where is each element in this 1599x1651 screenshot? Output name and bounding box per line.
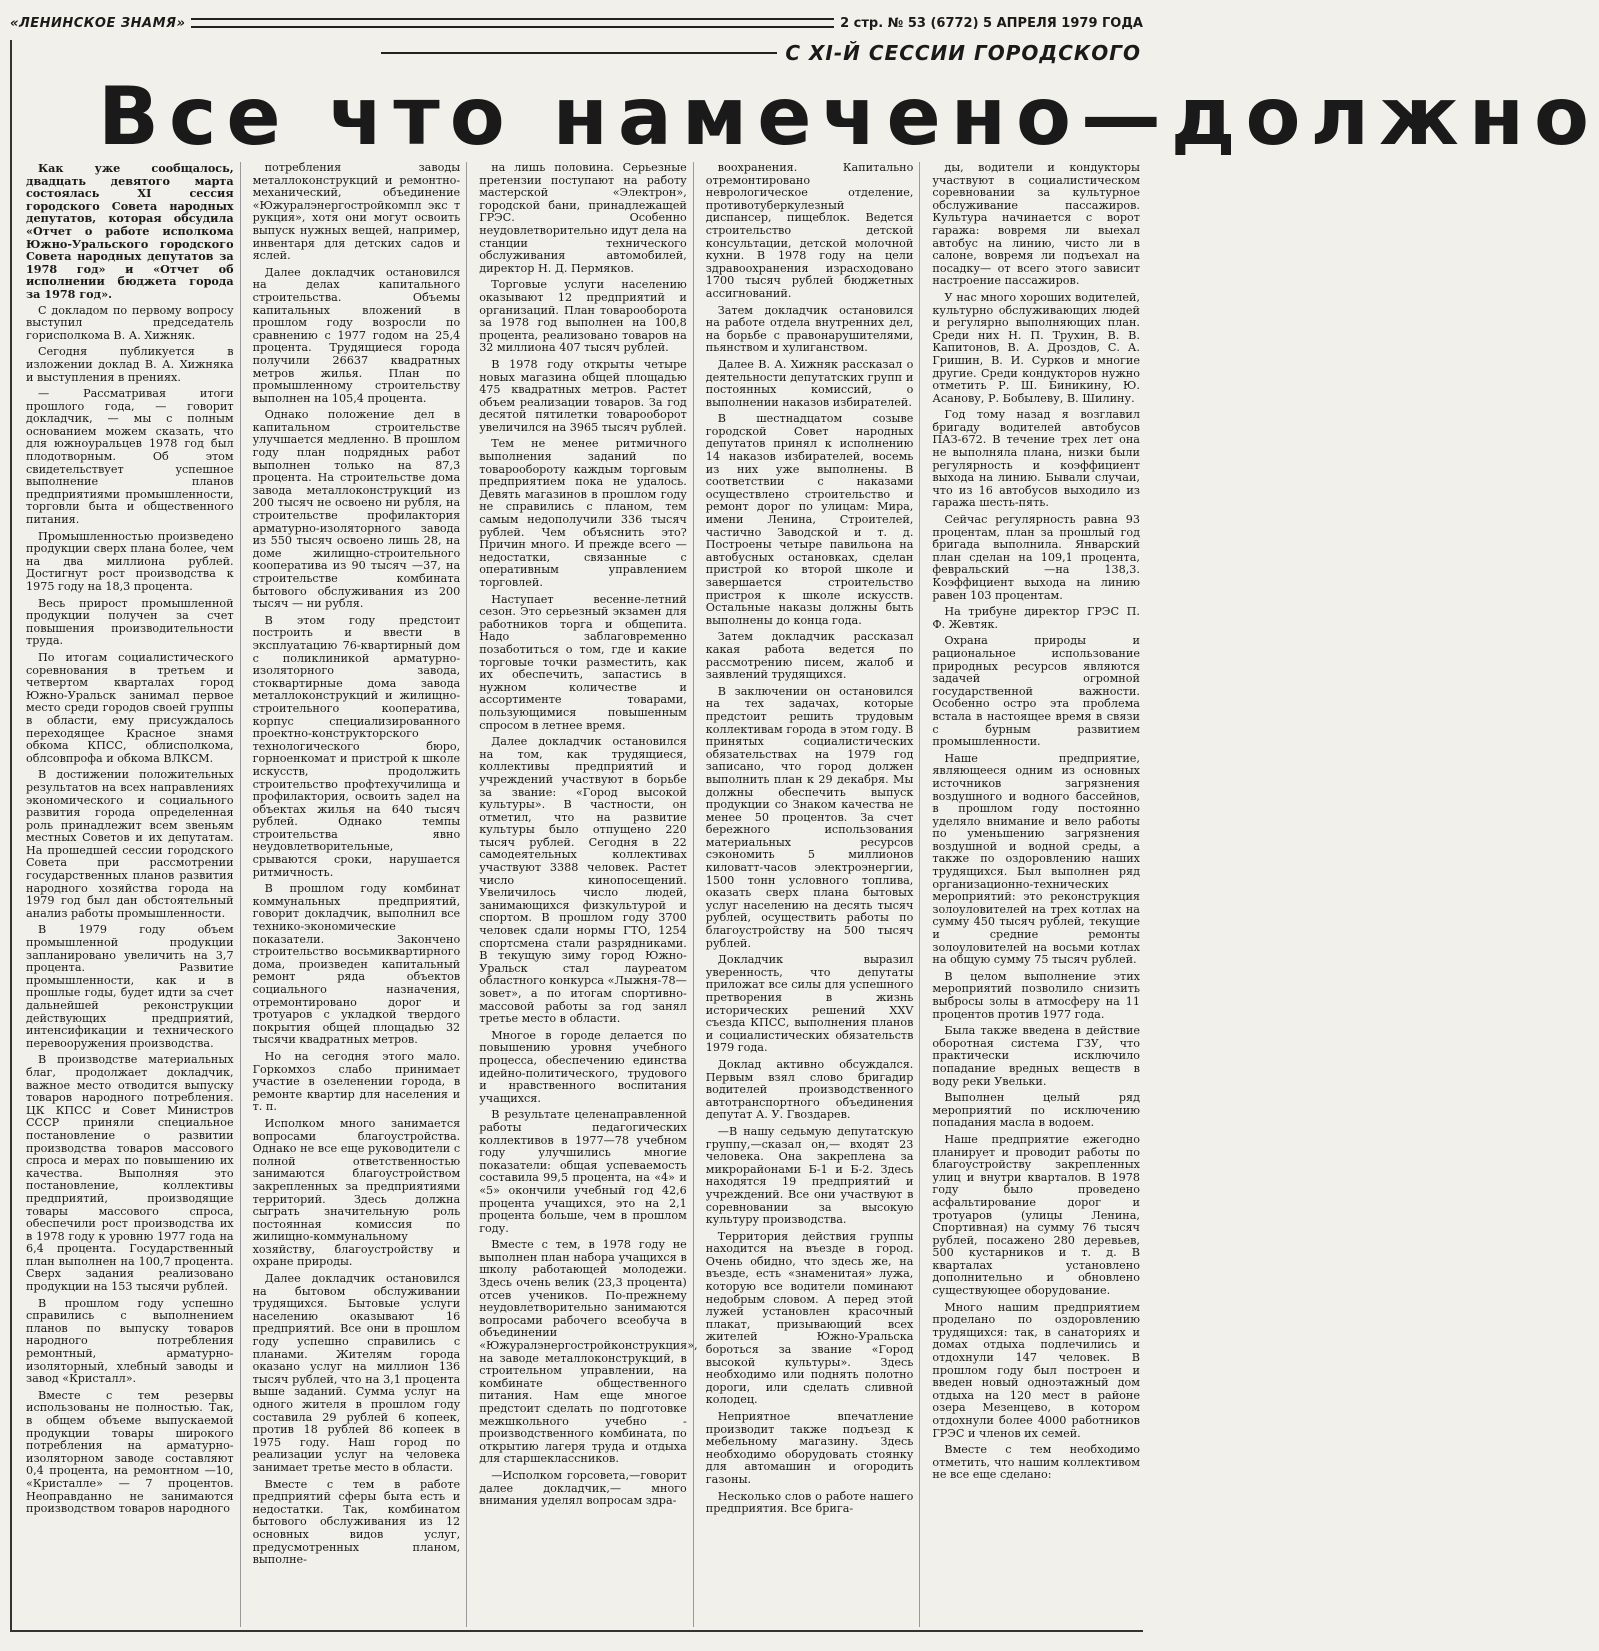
page-left-border	[10, 40, 12, 1630]
article-paragraph: Тем не менее ритмичного выполнения заданий по товарообороту каждым торговым предприятием пока не удалось. Девять магазинов в прошлом году не справились с планом, тем самым недополучили 336 тысяч рублей. Чем объяснить это? Причин много. И прежде всего —недостатки, связанные с оперативным управлением торговлей.	[479, 437, 687, 589]
article-paragraph: Год тому назад я возглавил бригаду водителей автобусов ПАЗ-672. В течение трех лет она не выполняла плана, низки были регулярность и коэффициент выхода на линию. Бывали случаи, что из 16 автобусов выходило из гаража шесть-пять.	[932, 408, 1140, 510]
article-paragraph: —Исполком горсовета,—говорит далее докладчик,— много внимания уделял вопросам здра-	[479, 1468, 687, 1508]
article-paragraph: Вместе с тем, в 1978 году не выполнен план набора учащихся в школу работающей молодежи. Здесь очень велик (23,3 процента) отсев учеников. По-прежнему неудовлетворительно занимаются вопросами рабочего всеобуча в объединении «Южуралэнергостройконструкция», на заводе металлоконструкций, в строительном управлении, на комбинате общественного питания. Нам еще многое предстоит сделать по подготовке межшкольного учебно - производственного комбината, по открытию лагеря труда и отдыха для старшеклассников.	[479, 1238, 698, 1466]
article-paragraph: В шестнадцатом созыве городской Совет народных депутатов принял к исполнению 14 наказов избирателей, восемь из них уже выполнены. В соответствии с наказами осуществлено строительство и ремонт дорог по улицам: Мира, имени Ленина, Строителей, частично Заводской и т. д. Построены четыре павильона на автобусных остановках, сделан пристрой ко второй школе и завершается строительство пристроя к школе искусств. Остальные наказы должны быть выполнены до конца года.	[705, 412, 914, 627]
article-paragraph: ды, водители и кондукторы участвуют в социалистическом соревновании за культурное обслуживание пассажиров. Культура начинается с ворот гаража: вовремя ли выехал автобус на линию, чисто ли в салоне, вовремя ли подъехал на посадку— от всего этого зависит настроение пассажиров.	[932, 161, 1140, 288]
article-paragraph: В заключении он остановился на тех задачах, которые предстоит решить трудовым коллективам города в этом году. В принятых социалистических обязательствах на 1979 год записано, что город должен выполнить план к 29 декабря. Мы должны обеспечить выпуск продукции со Знаком качества не менее 50 процентов. За счет бережного использования материальных ресурсов сэкономить 5 миллионов киловатт-часов электроэнергии, 1500 тонн условного топлива, оказать сверх плана бытовых услуг населению на десять тысяч рублей, осуществить работы по благоустройству на 500 тысяч рублей.	[705, 684, 914, 950]
article-paragraph: Охрана природы и рациональное использование природных ресурсов являются задачей огромной государственной важности. Особенно остро эта проблема встала в настоящее время в связи с бурным развитием промышленности.	[932, 634, 1140, 749]
column-3	[479, 161, 698, 1627]
article-paragraph: Промышленностью произведено продукции сверх плана более, чем на два миллиона рублей. Достигнут рост производства к 1975 году на 18,3 процента.	[26, 529, 234, 593]
article-paragraph: —В нашу седьмую депутатскую группу,—сказал он,— входят 23 человека. Она закреплена за микрорайонами Б-1 и Б-2. Здесь находятся 19 предприятий и учреждений. Все они участвуют в соревновании за высокую культуру производства.	[705, 1124, 914, 1227]
article-paragraph: Была также введена в действие оборотная система ГЗУ, что практически исключило попадание вредных веществ в воду реки Увельки.	[932, 1024, 1140, 1088]
issue-info: 2 стр. № 53 (6772) 5 АПРЕЛЯ 1979 ГОДА	[840, 15, 1143, 31]
article-paragraph: В 1979 году объем промышленной продукции запланировано увеличить на 3,7 процента. Развитие промышленности, как и в прошлые годы, будет идти за счет дальнейшей реконструкции действующих предприятий, интенсификации и технического перевооружения производства.	[26, 923, 234, 1050]
column-5	[932, 162, 1146, 1627]
article-paragraph: Далее В. А. Хижняк рассказал о деятельности депутатских групп и постоянных комиссий, о выполнении наказов избирателей.	[705, 357, 914, 409]
article-paragraph: потребления заводы металлоконструкций и ремонтно-механический, объединение «Южуралэнергостройкомпл экс т рукция», хотя они могут освоить выпуск нужных вещей, например, инвентаря для детских садов и яслей.	[252, 161, 461, 263]
article-paragraph: воохранения. Капитально отремонтировано неврологическое отделение, противотуберкулезный диспансер, пищеблок. Ведется строительство детской консультации, детской молочной кухни. В 1978 году на цели здравоохранения израсходовано 1700 тысяч рублей бюджетных ассигнований.	[705, 161, 914, 300]
article-paragraph: По итогам социалистического соревнования в третьем и четвертом кварталах город Южно-Уральск занимал первое место среди городов своей группы в области, ему присуждалось переходящее Красное знамя обкома КПСС, облисполкома, облсовпрофа и обкома ВЛКСМ.	[26, 650, 234, 765]
column-4	[706, 162, 921, 1627]
article-paragraph: Однако положение дел в капитальном строительстве улучшается медленно. В прошлом году план подрядных работ выполнен только на 87,3 процента. На строительстве дома завода металлоконструкций из 200 тысяч не освоено ни рубля, на строительстве профилактория арматурно-изоляторного завода из 550 тысяч освоено лишь 28, на доме жилищно-строительного кооператива из 90 тысяч —37, на строительстве комбината бытового обслуживания из 200 тысяч — ни рубля.	[252, 408, 461, 611]
article-paragraph: Затем докладчик рассказал какая работа ведется по рассмотрению писем, жалоб и заявлений трудящихся.	[705, 630, 914, 682]
article-paragraph: Далее докладчик остановился на бытовом обслуживании трудящихся. Бытовые услуги населению оказывают 16 предприятий. Все они в прошлом году успешно справились с планами. Жителям города оказано услуг на миллион 136 тысяч рублей, что на 3,1 процента выше заданий. Сумма услуг на одного жителя в прошлом году составила 29 рублей 6 копеек, против 18 рублей 86 копеек в 1975 году. Наш город по реализации услуг на человека занимает третье место в области.	[252, 1272, 461, 1474]
paper-name: «ЛЕНИНСКОЕ ЗНАМЯ»	[10, 15, 186, 31]
article-paragraph: Несколько слов о работе нашего предприятия. Все брига-	[705, 1489, 914, 1516]
section-rule	[381, 52, 777, 54]
article-paragraph: В производстве материальных благ, продолжает докладчик, важное место отводится выпуску товаров народного потребления. ЦК КПСС и Совет Министров СССР приняли специальное постановление о развитии производства товаров массового спроса и мерах по повышению их качества. Выполняя это постановление, коллективы предприятий, производящие товары массового спроса, обеспечили рост производства их в 1978 году к уровню 1977 года на 6,4 процента. Государственный план выполнен на 100,7 процента. Сверх задания реализовано продукции на 153 тысячи рублей.	[26, 1053, 234, 1294]
article-paragraph: Сегодня публикуется в изложении доклад В. А. Хижняка и выступления в прениях.	[26, 345, 234, 384]
article-paragraph: Докладчик выразил уверенность, что депутаты приложат все силы для успешного претворения в жизнь исторических решений XXV съезда КПСС, выполнения планов и социалистических обязательств 1979 года.	[705, 953, 914, 1055]
article-paragraph: Но на сегодня этого мало. Горкомхоз слабо принимает участие в озеленении города, в ремонте квартир для населения и т. п.	[252, 1049, 461, 1114]
article-paragraph: Много нашим предприятием проделано по оздоровлению трудящихся: так, в санаториях и домах отдыха подлечились и отдохнули 147 человек. В прошлом году был построен и введен новый одноэтажный дом отдыха на 120 мест в районе озера Мезенцево, в котором отдохнули более 4000 работников ГРЭС и членов их семей.	[932, 1300, 1140, 1440]
article-paragraph: С докладом по первому вопросу выступил председатель горисполкома В. А. Хижняк.	[26, 303, 234, 342]
article-paragraph: Вместе с тем резервы использованы не полностью. Так, в общем объеме выпускаемой продукции товары широкого потребления на арматурно-изоляторном заводе составляют 0,4 процента, на ремонтном —10, «Кристалле» — 7 процентов. Неоправданно не занимаются производством товаров народного	[26, 1388, 234, 1516]
article-paragraph: В прошлом году успешно справились с выполнением планов по выпуску товаров народного потребления ремонтный, арматурно-изоляторный, хлебный заводы и завод «Кристалл».	[26, 1296, 234, 1386]
section-header	[381, 40, 1141, 66]
article-paragraph: Далее докладчик остановился на том, как трудящиеся, коллективы предприятий и учреждений участвуют в борьбе за звание: «Город высокой культуры». В частности, он отметил, что на развитие культуры было отпущено 220 тысяч рублей. Сегодня в 22 самодеятельных коллективах участвуют 3388 человек. Растет число кинопосещений. Увеличилось число людей, занимающихся физкультурой и спортом. В прошлом году 3700 человек сдали нормы ГТО, 1254 спортсмена стали разрядниками. В текущую зиму город Южно-Уральск стал лауреатом областного конкурса «Лыжня-78—зовет», а по итогам спортивно-массовой работы за год занял третье место в области.	[479, 735, 687, 1026]
article-paragraph: На трибуне директор ГРЭС П. Ф. Жевтяк.	[932, 605, 1140, 631]
article-paragraph: Вместе с тем необходимо отметить, что нашим коллективом не все еще сделано:	[932, 1443, 1140, 1482]
article-paragraph: В целом выполнение этих мероприятий позволило снизить выбросы золы в атмосферу на 11 процентов против 1977 года.	[932, 969, 1140, 1021]
article-paragraph: Торговые услуги населению оказывают 12 предприятий и организаций. План товарооборота за 1978 год выполнен на 100,8 процента, реализовано товаров на 32 миллиона 407 тысяч рублей.	[479, 278, 687, 355]
article-paragraph: Выполнен целый ряд мероприятий по исключению попадания масла в водоем.	[932, 1091, 1140, 1130]
section-title: С XI-Й СЕССИИ ГОРОДСКОГО	[785, 41, 1141, 65]
article-paragraph: В этом году предстоит построить и ввести в эксплуатацию 76-квартирный дом с поликлиникой арматурно-изоляторного завода, стоквартирные дома завода металлоконструкций и жилищно-строительного кооператива, корпус специализированного проектно-конструкторского технологического бюро, горноенкомат и пристрой к школе искусств, продолжить строительство профтехучилища и профилактория, освоить задел на объектах жилья на 640 тысяч рублей. Однако темпы строительства явно неудовлетворительные, срываются сроки, нарушается ритмичность.	[252, 613, 461, 879]
article-paragraph: Наше предприятие ежегодно планирует и проводит работы по благоустройству закрепленных улиц и внутри кварталов. В 1978 году было проведено асфальтирование дорог и тротуаров (улицы Ленина, Спортивная) на сумму 76 тысяч рублей, посажено 280 деревьев, 500 кустарников и т. д. В кварталах установлено дополнительно и обновлено существующее оборудование.	[932, 1132, 1140, 1298]
article-paragraph: Затем докладчик остановился на работе отдела внутренних дел, на борьбе с правонарушителями, пьянством и хулиганством.	[705, 303, 914, 355]
article-paragraph: Доклад активно обсуждался. Первым взял слово бригадир водителей производственного автотранспортного объединения депутат А. У. Гвоздарев.	[705, 1057, 914, 1122]
article-paragraph: на лишь половина. Серьезные претензии поступают на работу мастерской «Электрон», городской бани, принадлежащей ГРЭС. Особенно неудовлетворительно идут дела на станции технического обслуживания автомобилей, директор Н. Д. Пермяков.	[479, 161, 687, 275]
page-bottom-rule	[10, 1630, 1143, 1632]
masthead-rule	[191, 18, 834, 28]
article-paragraph: В результате целенаправленной работы педагогических коллективов в 1977—78 учебном году улучшились многие показатели: общая успеваемость составила 99,5 процента, на «4» и «5» окончили учебный год 42,6 процента учащихся, это на 2,1 процента больше, чем в прошлом году.	[479, 1108, 687, 1235]
article-paragraph: Вместе с тем в работе предприятий сферы быта есть и недостатки. Так, комбинатом бытового обслуживания из 12 основных видов услуг, предусмотренных планом, выполне-	[252, 1477, 461, 1567]
article-paragraph: Неприятное впечатление производит также подъезд к мебельному магазину. Здесь необходимо оборудовать стоянку для автомашин и огородить газоны.	[705, 1410, 914, 1486]
column-2	[253, 162, 468, 1627]
article-columns	[26, 162, 1146, 1627]
article-paragraph: — Рассматривая итоги прошлого года, — говорит докладчик, — мы с полным основанием можем сказать, что для южноуральцев 1978 год был плодотворным. Об этом свидетельствует успешное выполнение планов предприятиями промышленности, торговли быта и общественного питания.	[26, 387, 234, 527]
article-paragraph: Наше предприятие, являющееся одним из основных источников загрязнения воздушного и водного бассейнов, в прошлом году постоянно уделяло внимание и вело работы по уменьшению загрязнения воздушной и водной среды, а также по оздоровлению наших трудящихся. Был выполнен ряд организационно-технических мероприятий: это реконструкция золоуловителей на трех котлах на сумму 450 тысяч рублей, текущие и средние ремонты золоуловителей на восьми котлах на общую сумму 75 тысяч рублей.	[932, 751, 1140, 967]
article-paragraph: Наступает весенне-летний сезон. Это серьезный экзамен для работников торга и общепита. Надо заблаговременно позаботиться о том, где и какие торговые точки разместить, как их обеспечить, запастись в нужном количестве и ассортименте товарами, пользующимися повышенным спросом в летнее время.	[479, 592, 687, 732]
article-paragraph: Далее докладчик остановился на делах капитального строительства. Объемы капитальных вложений в прошлом году возросли по сравнению с 1977 годом на 25,4 процента. Трудящиеся города получили 26637 квадратных метров жилья. План по промышленному строительству выполнен на 105,4 процента.	[252, 265, 461, 405]
article-paragraph: Исполком много занимается вопросами благоустройства. Однако не все еще руководители с полной ответственностью занимаются благоустройством закрепленных за предприятиями территорий. Здесь должна сыграть значительную роль постоянная комиссия по жилищно-коммунальному хозяйству, благоустройству и охране природы.	[252, 1116, 461, 1269]
article-paragraph: Многое в городе делается по повышению уровня учебного процесса, обеспечению единства идейно-политического, трудового и нравственного воспитания учащихся.	[479, 1028, 687, 1105]
article-paragraph: В 1978 году открыты четыре новых магазина общей площадью 475 квадратных метров. Растет объем реализации товаров. За год десятой пятилетки товарооборот увеличился на 3965 тысяч рублей.	[479, 357, 687, 434]
column-1	[26, 162, 241, 1627]
article-paragraph: Территория действия группы находится на въезде в город. Очень обидно, что здесь же, на въезде, есть «знаменитая» лужа, которую все водители поминают недобрым словом. А перед этой лужей установлен красочный плакат, призывающий всех жителей Южно-Уральска бороться за звание «Город высокой культуры». Здесь необходимо или поднять полотно дороги, или сделать сливной колодец.	[705, 1229, 914, 1407]
headline: Все что намечено—должно	[98, 70, 1599, 163]
article-paragraph: Сейчас регулярность равна 93 процентам, план за прошлый год бригада выполнила. Январский план сделан на 109,1 процента, февральский —на 138,3. Коэффициент выхода на линию равен 103 процентам.	[932, 513, 1140, 602]
masthead	[10, 10, 1143, 36]
article-paragraph: Как уже сообщалось, двадцать девятого марта состоялась XI сессия городского Совета народных депутатов, которая обсудила «Отчет о работе исполкома Южно-Уральского городского Совета народных депутатов за 1978 год» и «Отчет об исполнении бюджета города за 1978 год».	[26, 161, 234, 301]
article-paragraph: Весь прирост промышленной продукции получен за счет повышения производительности труда.	[26, 596, 234, 648]
article-paragraph: У нас много хороших водителей, культурно обслуживающих людей и регулярно выполняющих план. Среди них Н. П. Трухин, В. В. Капитонов, В. А. Дроздов, С. А. Гришин, В. И. Сурков и многие другие. Среди кондукторов нужно отметить Р. Ш. Биникину, Ю. Асанову, Р. Бобылеву, В. Шилину.	[932, 290, 1140, 405]
article-paragraph: В достижении положительных результатов на всех направлениях экономического и социального развития города определенная роль принадлежит всем звеньям местных Советов и их депутатам. На прошедшей сессии городского Совета при рассмотрении государственных планов развития народного хозяйства города на 1979 год был дан обстоятельный анализ работы промышленности.	[26, 768, 234, 920]
article-paragraph: В прошлом году комбинат коммунальных предприятий, говорит докладчик, выполнил все технико-экономические показатели. Закончено строительство восьмиквартирного дома, произведен капитальный ремонт ряда объектов социального назначения, отремонтировано дорог и тротуаров с укладкой твердого покрытия общей площадью 32 тысячи квадратных метров.	[252, 882, 461, 1047]
